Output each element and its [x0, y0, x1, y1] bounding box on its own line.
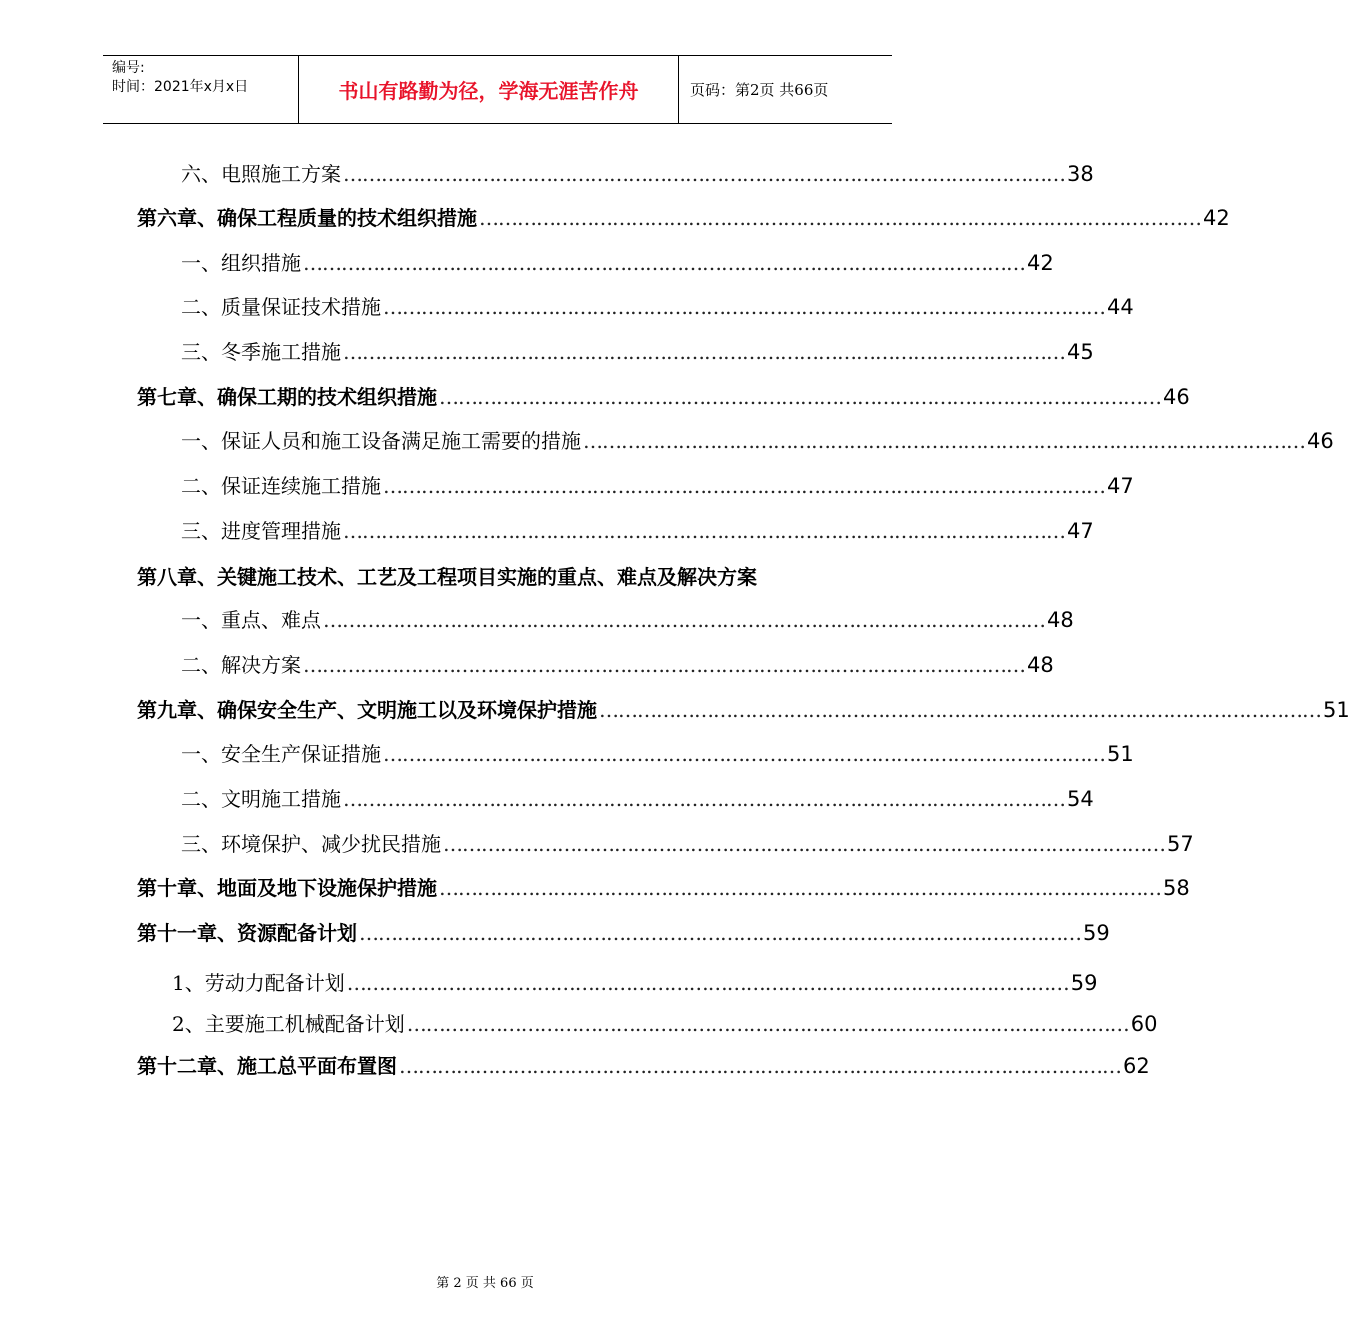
toc-leader: …………………………………………………………………………………………………… [323, 608, 1045, 632]
toc-entry[interactable] [181, 293, 1134, 321]
toc-page-number: 62 [1123, 1054, 1150, 1078]
header-meta [103, 56, 299, 123]
toc-chapter-entry[interactable] [137, 383, 1190, 411]
toc-entry-title: 第十一章、资源配备计划 [137, 921, 357, 945]
toc-page-number: 42 [1203, 206, 1230, 230]
toc-page-number: 57 [1167, 832, 1194, 856]
toc-entry-title: 三、进度管理措施 [181, 519, 341, 543]
document-date: 时间：2021年x月x日 [112, 79, 249, 95]
toc-leader: …………………………………………………………………………………………………… [359, 921, 1081, 945]
toc-page-number: 48 [1027, 653, 1054, 677]
document-number-label: 编号: [112, 60, 145, 76]
toc-entry-title: 二、解决方案 [181, 653, 301, 677]
toc-page-number: 44 [1107, 295, 1134, 319]
toc-leader: …………………………………………………………………………………………………… [383, 474, 1105, 498]
toc-page-number: 47 [1067, 519, 1094, 543]
toc-entry-title: 二、质量保证技术措施 [181, 295, 381, 319]
page-header [103, 55, 892, 124]
toc-page-number: 58 [1163, 876, 1190, 900]
toc-leader: …………………………………………………………………………………………………… [343, 162, 1065, 186]
toc-page-number: 51 [1323, 698, 1350, 722]
toc-entry-title: 第九章、确保安全生产、文明施工以及环境保护措施 [137, 698, 597, 722]
toc-entry-title: 一、组织措施 [181, 251, 301, 275]
toc-entry[interactable] [172, 969, 1098, 997]
toc-leader: …………………………………………………………………………………………………… [346, 971, 1069, 995]
toc-page-number: 38 [1067, 162, 1094, 186]
toc-chapter-entry[interactable] [137, 919, 1110, 947]
toc-entry-title: 第十章、地面及地下设施保护措施 [137, 876, 437, 900]
toc-entry-title: 一、重点、难点 [181, 608, 321, 632]
toc-page-number: 60 [1130, 1012, 1158, 1036]
toc-entry[interactable] [181, 785, 1094, 813]
toc-leader: …………………………………………………………………………………………………… [599, 698, 1321, 722]
toc-chapter-entry[interactable] [137, 1052, 1150, 1080]
toc-leader: …………………………………………………………………………………………………… [439, 876, 1161, 900]
toc-entry-title: 1、劳动力配备计划 [172, 971, 345, 995]
toc-leader: …………………………………………………………………………………………………… [343, 519, 1065, 543]
toc-page-number: 59 [1070, 971, 1098, 995]
toc-chapter-entry[interactable] [137, 874, 1190, 902]
toc-entry-title: 二、保证连续施工措施 [181, 474, 381, 498]
toc-page-number: 47 [1107, 474, 1134, 498]
toc-entry-title: 第六章、确保工程质量的技术组织措施 [137, 206, 477, 230]
toc-entry[interactable] [181, 517, 1094, 545]
toc-entry[interactable] [181, 740, 1134, 768]
toc-entry[interactable] [181, 338, 1094, 366]
toc-leader: …………………………………………………………………………………………………… [583, 429, 1305, 453]
toc-entry[interactable] [181, 472, 1134, 500]
toc-entry-title: 一、安全生产保证措施 [181, 742, 381, 766]
toc-chapter-entry[interactable] [137, 563, 853, 591]
toc-entry[interactable] [181, 651, 1054, 679]
toc-page-number: 48 [1047, 608, 1074, 632]
toc-entry-title: 二、文明施工措施 [181, 787, 341, 811]
toc-entry[interactable] [181, 249, 1054, 277]
toc-leader: …………………………………………………………………………………………………… [343, 787, 1065, 811]
toc-entry-title: 第八章、关键施工技术、工艺及工程项目实施的重点、难点及解决方案 [137, 565, 757, 589]
toc-leader: …………………………………………………………………………………………………… [443, 832, 1165, 856]
toc-leader: …………………………………………………………………………………………………… [383, 295, 1105, 319]
toc-leader: …………………………………………………………………………………………………… [303, 251, 1025, 275]
toc-leader: …………………………………………………………………………………………………… [383, 742, 1105, 766]
toc-page-number: 51 [1107, 742, 1134, 766]
toc-page-number: 45 [1067, 340, 1094, 364]
toc-leader: …………………………………………………………………………………………………… [343, 340, 1065, 364]
toc-chapter-entry[interactable] [137, 696, 1350, 724]
toc-entry[interactable] [181, 830, 1194, 858]
toc-leader: …………………………………………………………………………………………………… [439, 385, 1161, 409]
toc-chapter-entry[interactable] [137, 204, 1230, 232]
header-motto: 书山有路勤为径，学海无涯苦作舟 [299, 56, 679, 123]
toc-page-number: 46 [1307, 429, 1334, 453]
page-footer: 第 2 页 共 66 页 [436, 1276, 534, 1291]
toc-entry-title: 六、电照施工方案 [181, 162, 341, 186]
toc-leader: …………………………………………………………………………………………………… [479, 206, 1201, 230]
toc-entry[interactable] [172, 1010, 1158, 1038]
toc-page-number: 59 [1083, 921, 1110, 945]
toc-entry[interactable] [181, 160, 1094, 188]
toc-leader: …………………………………………………………………………………………………… [406, 1012, 1129, 1036]
toc-leader: …………………………………………………………………………………………………… [303, 653, 1025, 677]
toc-entry[interactable] [181, 606, 1074, 634]
header-page-number: 页码：第2页 共66页 [690, 81, 829, 99]
toc-entry-title: 三、冬季施工措施 [181, 340, 341, 364]
toc-entry[interactable] [181, 427, 1334, 455]
toc-entry-title: 第十二章、施工总平面布置图 [137, 1054, 397, 1078]
toc-page-number: 46 [1163, 385, 1190, 409]
toc-page-number: 54 [1067, 787, 1094, 811]
toc-entry-title: 一、保证人员和施工设备满足施工需要的措施 [181, 429, 581, 453]
toc-page-number: 42 [1027, 251, 1054, 275]
toc-entry-title: 三、环境保护、减少扰民措施 [181, 832, 441, 856]
toc-entry-title: 2、主要施工机械配备计划 [172, 1012, 405, 1036]
toc-leader: …………………………………………………………………………………………………… [399, 1054, 1121, 1078]
toc-entry-title: 第七章、确保工期的技术组织措施 [137, 385, 437, 409]
